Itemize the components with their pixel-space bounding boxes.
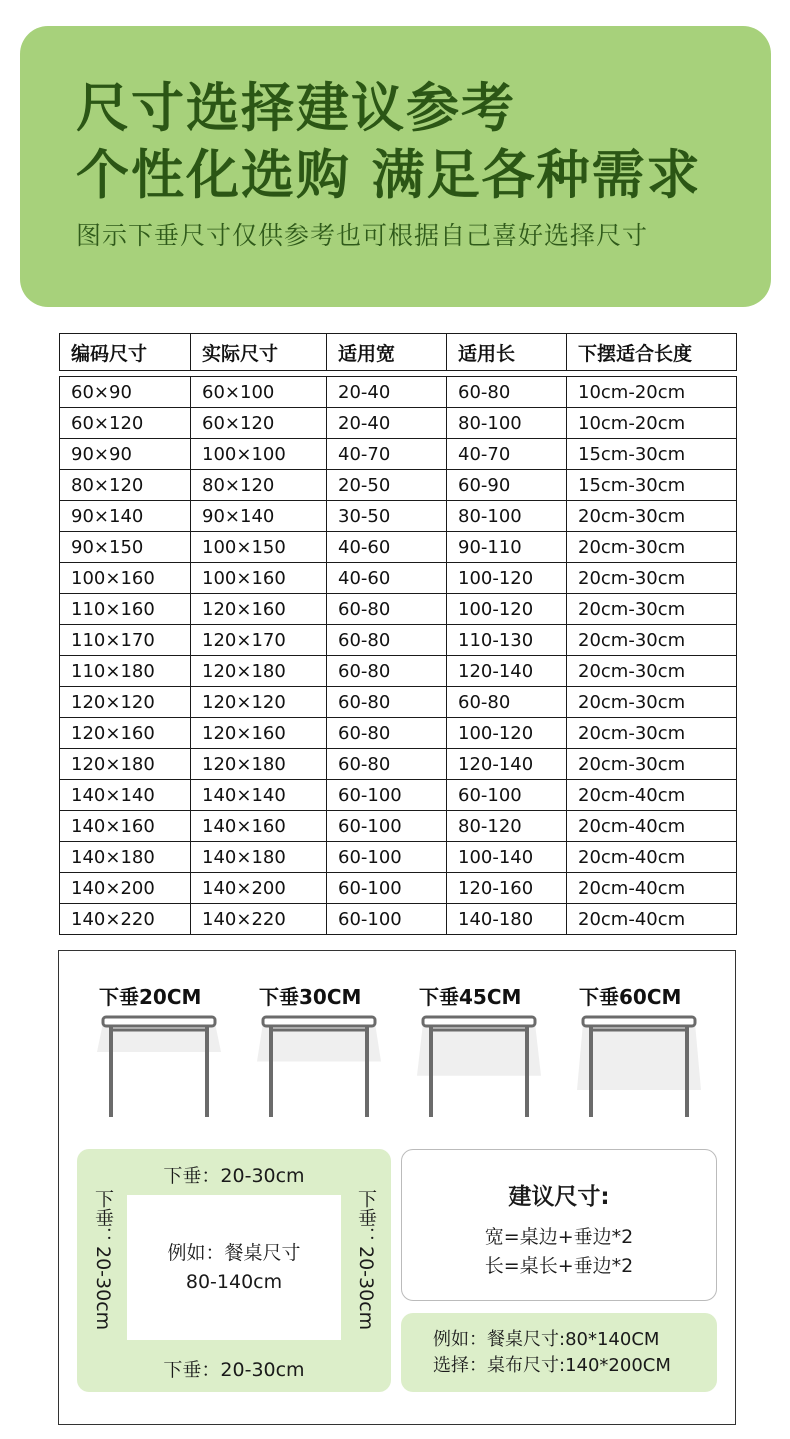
table-cell: 60-80 — [327, 625, 447, 656]
table-row — [60, 439, 737, 470]
table-header-row — [60, 334, 737, 371]
header-fit-width: 适用宽 — [327, 334, 447, 371]
example-table-size: 例如：餐桌尺寸:80*140CM — [433, 1329, 660, 1350]
advice-length-formula: 长=桌长+垂边*2 — [484, 1255, 634, 1277]
table-cell: 20cm-40cm — [567, 842, 737, 873]
table-cell: 20cm-30cm — [567, 749, 737, 780]
table-cell: 90×90 — [60, 439, 191, 470]
table-cell: 120×160 — [191, 718, 327, 749]
table-row — [60, 408, 737, 439]
table-cell: 120×180 — [191, 749, 327, 780]
table-cell: 20cm-30cm — [567, 718, 737, 749]
table-cell: 110×160 — [60, 594, 191, 625]
table-cell: 120×180 — [60, 749, 191, 780]
table-cell: 40-70 — [327, 439, 447, 470]
tabletop-shape — [263, 1017, 375, 1026]
table-cell: 140×220 — [60, 904, 191, 935]
size-table — [59, 333, 737, 935]
header-fit-length: 适用长 — [447, 334, 567, 371]
drape-example-1 — [97, 981, 247, 1131]
table-drape-icon — [97, 1015, 227, 1125]
table-row — [60, 501, 737, 532]
table-cell: 20cm-30cm — [567, 656, 737, 687]
table-row — [60, 749, 737, 780]
table-cell: 140×140 — [60, 780, 191, 811]
table-cell: 140-180 — [447, 904, 567, 935]
header-banner — [20, 26, 771, 307]
table-cell: 20cm-40cm — [567, 811, 737, 842]
advice-width-formula: 宽=桌边+垂边*2 — [484, 1226, 634, 1248]
table-cell: 60-100 — [327, 780, 447, 811]
table-cell: 100-120 — [447, 594, 567, 625]
table-cell: 140×160 — [191, 811, 327, 842]
table-cell: 100×150 — [191, 532, 327, 563]
table-cell: 15cm-30cm — [567, 470, 737, 501]
table-cell: 120×170 — [191, 625, 327, 656]
table-cell: 60-80 — [327, 656, 447, 687]
table-row — [60, 532, 737, 563]
table-row — [60, 780, 737, 811]
table-cell: 80-120 — [447, 811, 567, 842]
table-cell: 120×120 — [60, 687, 191, 718]
advice-heading: 建议尺寸: — [508, 1184, 610, 1210]
table-cell: 60-80 — [447, 687, 567, 718]
table-cell: 20cm-30cm — [567, 532, 737, 563]
table-cell: 80-100 — [447, 501, 567, 532]
table-cell: 20cm-30cm — [567, 687, 737, 718]
table-cell: 90×140 — [191, 501, 327, 532]
table-cell: 120-140 — [447, 749, 567, 780]
table-cell: 140×200 — [191, 873, 327, 904]
table-row — [60, 687, 737, 718]
table-cell: 140×200 — [60, 873, 191, 904]
table-row — [60, 656, 737, 687]
tabletop-shape — [103, 1017, 215, 1026]
table-cell: 60-100 — [327, 873, 447, 904]
table-cell: 140×180 — [60, 842, 191, 873]
table-cell: 60-80 — [447, 377, 567, 408]
table-cell: 20cm-40cm — [567, 873, 737, 904]
table-cell: 120×160 — [60, 718, 191, 749]
table-cell: 100×160 — [191, 563, 327, 594]
table-cell: 20-50 — [327, 470, 447, 501]
table-row — [60, 904, 737, 935]
drape-label: 下垂45CM — [419, 985, 522, 1009]
table-cell: 20-40 — [327, 377, 447, 408]
table-cell: 90×150 — [60, 532, 191, 563]
table-cell: 60-80 — [327, 749, 447, 780]
header-code-size: 编码尺寸 — [60, 334, 191, 371]
table-cell: 10cm-20cm — [567, 408, 737, 439]
table-cell: 60×90 — [60, 377, 191, 408]
table-cell: 140×220 — [191, 904, 327, 935]
table-cell: 120×120 — [191, 687, 327, 718]
table-row — [60, 625, 737, 656]
table-cell: 90-110 — [447, 532, 567, 563]
table-cell: 20cm-30cm — [567, 594, 737, 625]
table-top-example — [127, 1195, 341, 1340]
table-row — [60, 377, 737, 408]
table-row — [60, 873, 737, 904]
tabletop-shape — [423, 1017, 535, 1026]
banner-subtitle: 图示下垂尺寸仅供参考也可根据自己喜好选择尺寸 — [76, 221, 649, 250]
table-cell: 140×140 — [191, 780, 327, 811]
table-cell: 20cm-40cm — [567, 904, 737, 935]
table-cell: 60-100 — [327, 904, 447, 935]
table-cell: 120×180 — [191, 656, 327, 687]
banner-title-1: 尺寸选择建议参考 — [76, 78, 516, 139]
table-cell: 60-80 — [327, 718, 447, 749]
table-row — [60, 594, 737, 625]
table-cell: 40-70 — [447, 439, 567, 470]
drape-example-4 — [577, 981, 727, 1131]
table-cell: 100-120 — [447, 563, 567, 594]
table-row — [60, 563, 737, 594]
table-row — [60, 811, 737, 842]
table-cell: 30-50 — [327, 501, 447, 532]
drop-left-label: 下垂：20-30cm — [92, 1189, 114, 1331]
table-cell: 120×160 — [191, 594, 327, 625]
drape-label: 下垂30CM — [259, 985, 362, 1009]
table-body — [60, 371, 737, 935]
table-cell: 140×160 — [60, 811, 191, 842]
table-cell: 100-120 — [447, 718, 567, 749]
table-cell: 20cm-30cm — [567, 563, 737, 594]
example-line-2: 80-140cm — [185, 1271, 283, 1293]
drape-label: 下垂60CM — [579, 985, 682, 1009]
drape-label: 下垂20CM — [99, 985, 202, 1009]
table-cell: 20cm-40cm — [567, 780, 737, 811]
table-cell: 60×120 — [60, 408, 191, 439]
drape-guide-box — [58, 950, 736, 1425]
table-cell: 10cm-20cm — [567, 377, 737, 408]
table-cell: 120-160 — [447, 873, 567, 904]
drop-bottom-label: 下垂：20-30cm — [163, 1359, 305, 1381]
example-line-1: 例如：餐桌尺寸 — [167, 1242, 301, 1264]
table-cell: 40-60 — [327, 563, 447, 594]
drape-example-2 — [257, 981, 407, 1131]
table-cell: 110×180 — [60, 656, 191, 687]
table-cell: 140×180 — [191, 842, 327, 873]
table-cell: 60-100 — [327, 811, 447, 842]
table-cell: 120-140 — [447, 656, 567, 687]
header-actual-size: 实际尺寸 — [191, 334, 327, 371]
table-cell: 80-100 — [447, 408, 567, 439]
table-drape-icon — [577, 1015, 707, 1125]
table-cell: 20-40 — [327, 408, 447, 439]
advice-panel — [401, 1149, 717, 1301]
table-cell: 100×100 — [191, 439, 327, 470]
table-cell: 90×140 — [60, 501, 191, 532]
table-cell: 60-100 — [327, 842, 447, 873]
table-cell: 60×120 — [191, 408, 327, 439]
drop-top-label: 下垂：20-30cm — [163, 1165, 305, 1187]
table-cell: 60-80 — [327, 594, 447, 625]
table-drape-icon — [257, 1015, 387, 1125]
table-cell: 60-100 — [447, 780, 567, 811]
table-cell: 15cm-30cm — [567, 439, 737, 470]
drape-example-3 — [417, 981, 567, 1131]
table-row — [60, 470, 737, 501]
drop-right-label: 下垂：20-30cm — [355, 1189, 377, 1331]
table-cell: 40-60 — [327, 532, 447, 563]
table-cell: 60-80 — [327, 687, 447, 718]
table-cell: 60-90 — [447, 470, 567, 501]
table-cell: 100-140 — [447, 842, 567, 873]
table-drape-icon — [417, 1015, 547, 1125]
table-cell: 60×100 — [191, 377, 327, 408]
table-cell: 20cm-30cm — [567, 625, 737, 656]
table-cell: 100×160 — [60, 563, 191, 594]
table-cell: 20cm-30cm — [567, 501, 737, 532]
table-cell: 110×170 — [60, 625, 191, 656]
drop-diagram-panel — [77, 1149, 391, 1392]
table-row — [60, 842, 737, 873]
header-hem-length: 下摆适合长度 — [567, 334, 737, 371]
table-cell: 80×120 — [191, 470, 327, 501]
table-row — [60, 718, 737, 749]
example-cloth-size: 选择：桌布尺寸:140*200CM — [433, 1355, 671, 1376]
tabletop-shape — [583, 1017, 695, 1026]
tablecloth-shape — [577, 1023, 701, 1090]
table-cell: 80×120 — [60, 470, 191, 501]
banner-title-2: 个性化选购 满足各种需求 — [76, 145, 702, 206]
table-cell: 110-130 — [447, 625, 567, 656]
example-panel — [401, 1313, 717, 1392]
